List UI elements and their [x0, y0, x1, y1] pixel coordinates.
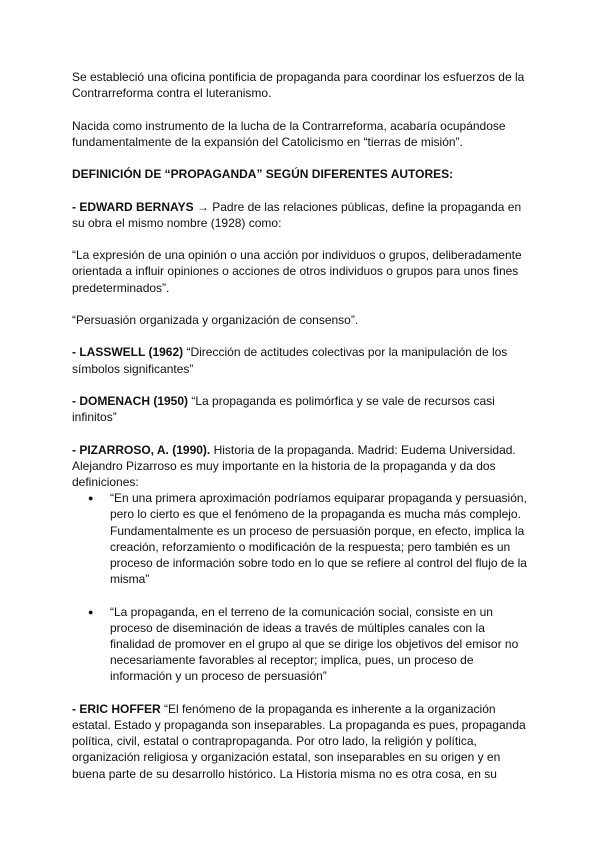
bernays-entry [72, 199, 532, 231]
bernays-quote-1: “La expresión de una opinión o una acción por individuos o grupos, deliberadamente orientada a influir opiniones o acciones de otros individuos o grupos para unos fines predeterminados”. [72, 248, 522, 295]
pizarroso-text: Historia de la propaganda. Madrid: Eudema Universidad. Alejandro Pizarroso es muy importante en la historia de la propaganda y da dos definiciones: [72, 442, 516, 489]
domenach-author: - DOMENACH (1950) [72, 393, 189, 408]
document-body [72, 69, 532, 782]
bernays-intro: Padre de las relaciones públicas, define la propaganda en su obra el mismo nombre (1928) como: [72, 199, 522, 230]
pizarroso-definitions-list [72, 490, 532, 684]
intro-paragraph-2: Nacida como instrumento de la lucha de la Contrarreforma, acabaría ocupándose fundamentalmente de la expansión del Catolicismo en “tierras de misión”. [72, 118, 506, 149]
lasswell-entry [72, 344, 532, 376]
section-heading [72, 166, 532, 182]
bernays-quote-2: “Persuasión organizada y organización de consenso”. [72, 312, 359, 327]
pizarroso-entry [72, 442, 532, 491]
hoffer-entry [72, 701, 532, 782]
pizarroso-author: - PIZARROSO, A. (1990). [72, 442, 211, 457]
section-heading-text: DEFINICIÓN DE “PROPAGANDA” SEGÚN DIFERENTES AUTORES: [72, 167, 454, 182]
arrow-glyph: → [193, 199, 213, 214]
hoffer-author: - ERIC HOFFER [72, 701, 161, 716]
bernays-author: - EDWARD BERNAYS [72, 199, 194, 214]
lasswell-author: - LASSWELL (1962) [72, 345, 184, 360]
domenach-entry [72, 393, 532, 425]
intro-paragraph-1: Se estableció una oficina pontificia de propaganda para coordinar los esfuerzos de la Contrarreforma contra el luteranismo. [72, 70, 525, 101]
lasswell-text: “Dirección de actitudes colectivas por la manipulación de los símbolos significantes” [72, 345, 508, 376]
list-item: ● “En una primera aproximación podríamos equiparar propaganda y persuasión, pero lo cierto es que el fenómeno de la propaganda es mucha más complejo. Fundamentalmente es un proceso de persuasión porque, en efecto, implica la creación, reforzamiento o modificación de la respuesta; pero también es un proceso de información sobre todo en lo que se refiere al control del flujo de la misma” [110, 490, 532, 587]
list-item: ● “La propaganda, en el terreno de la comunicación social, consiste en un proceso de diseminación de ideas a través de múltiples canales con la finalidad de promover en el grupo al que se dirige los objetivos del emisor no necesariamente favorables al receptor; implica, pues, un proceso de información y un proceso de persuasión” [110, 604, 532, 685]
domenach-text: “La propaganda es polimórfica y se vale de recursos casi infinitos” [72, 393, 495, 425]
hoffer-text: “El fenómeno de la propaganda es inherente a la organización estatal. Estado y propaganda son inseparables. La propaganda es pues, propaganda política, civil, estatal o contrapropaganda. Por otro lado, la religión y política, organización religiosa y organización estatal, son inseparables en su origen y en buena parte de su desarrollo histórico. La Historia misma no es otra cosa, en su [72, 701, 526, 781]
